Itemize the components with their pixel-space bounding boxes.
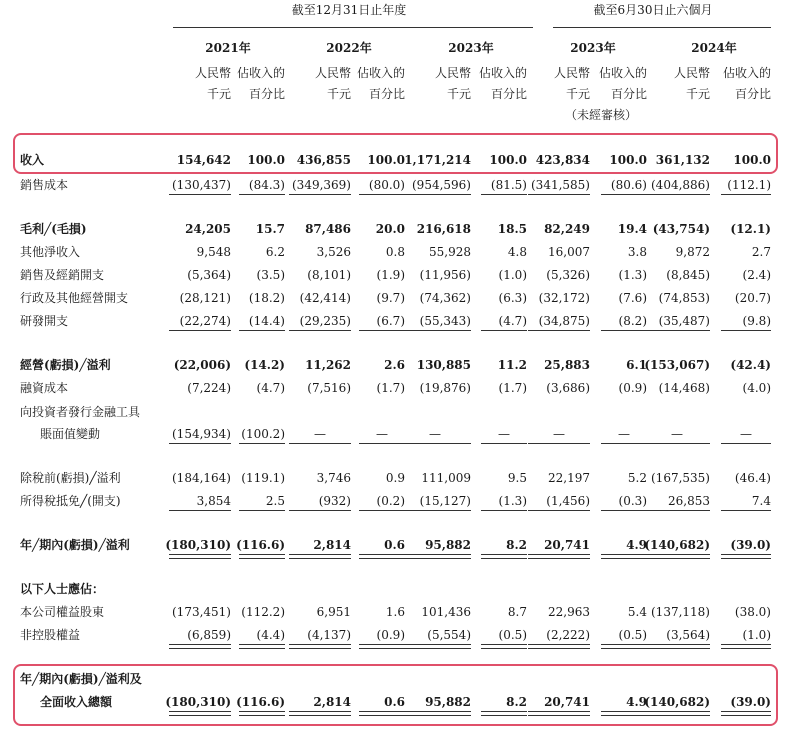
cell-operating-4: 130,885 [416,358,471,372]
cell-income_tax-8: 26,853 [668,494,710,508]
header-year-1: 2022年 [326,41,372,55]
cell-operating-8: (153,067) [644,358,710,372]
underline [601,330,647,331]
cell-pre_tax-1: (119.1) [241,471,285,485]
cell-equity_holders-4: 101,436 [421,605,471,619]
header-unit-line1-3: 佔收入的 [356,66,405,80]
cell-revenue-4: 1,171,214 [404,153,471,167]
cell-operating-7: 6.1 [626,358,647,372]
cell-gross_profit-1: 15.7 [255,222,285,236]
underline [644,194,710,195]
cell-revenue-0: 154,642 [176,153,231,167]
cell-nci-8: (3,564) [666,628,710,642]
cell-net-6: 20,741 [544,538,590,552]
cell-selling-6: (5,326) [546,268,590,282]
cell-total_ci-4: 95,882 [425,695,471,709]
header-unit-line1-1: 佔收入的 [236,66,285,80]
cell-equity_holders-1: (112.2) [241,605,285,619]
row-label-fin_instr: 向投資者發行金融工具 [20,405,141,419]
cell-nci-4: (5,554) [427,628,471,642]
cell-total_ci-0: (180,310) [165,695,231,709]
underline [721,510,771,511]
cell-admin-4: (74,362) [419,291,471,305]
cell-operating-6: 25,883 [544,358,590,372]
cell-fin_instr-5: — [498,427,510,441]
cell-nci-9: (1.0) [742,628,771,642]
cell-nci-6: (2,222) [546,628,590,642]
cell-net-5: 8.2 [506,538,527,552]
row-label-attributable: 以下人士應佔： [20,582,105,596]
double-underline [528,644,590,649]
header-unit-line2-0: 千元 [206,87,231,101]
cell-net-2: 2,814 [313,538,351,552]
cell-operating-1: (14.2) [244,358,285,372]
row-label2-fin_instr: 賬面值變動 [40,427,101,441]
cell-gross_profit-7: 19.4 [617,222,647,236]
cell-revenue-3: 100.0 [367,153,405,167]
cell-gross_profit-3: 20.0 [375,222,405,236]
header-year-2: 2023年 [448,41,494,55]
cell-revenue-8: 361,132 [655,153,710,167]
underline [721,194,771,195]
cell-pre_tax-0: (184,164) [172,471,231,485]
cell-other_income-5: 4.8 [507,245,527,259]
row-label-admin: 行政及其他經營開支 [20,291,129,305]
cell-selling-8: (8,845) [666,268,710,282]
cell-net-0: (180,310) [165,538,231,552]
cell-fin_instr-8: — [671,427,683,441]
cell-net-4: 95,882 [425,538,471,552]
underline [169,510,231,511]
cell-revenue-5: 100.0 [489,153,527,167]
row-label-operating: 經營(虧損)╱溢利 [20,358,111,372]
cell-admin-9: (20.7) [734,291,771,305]
double-underline [601,711,647,716]
header-unit-line1-2: 人民幣 [314,66,351,80]
double-underline [169,711,231,716]
header-group-year: 截至12月31日止年度 [291,3,407,17]
cell-equity_holders-3: 1.6 [385,605,405,619]
cell-rnd-5: (4.7) [498,314,527,328]
cell-fin_instr-9: — [740,427,752,441]
underline [289,443,351,444]
header-unit-line1-9: 佔收入的 [722,66,771,80]
cell-cost_of_sales-7: (80.6) [610,178,647,192]
underline [528,443,590,444]
cell-nci-7: (0.5) [618,628,647,642]
cell-nci-3: (0.9) [376,628,405,642]
cell-operating-3: 2.6 [384,358,405,372]
double-underline [528,711,590,716]
underline [399,510,471,511]
cell-rnd-0: (22,274) [179,314,231,328]
underline [601,194,647,195]
cell-nci-1: (4.4) [256,628,285,642]
cell-rnd-9: (9.8) [742,314,771,328]
row-label-finance_costs: 融資成本 [20,381,69,395]
cell-fin_instr-1: (100.2) [241,427,285,441]
double-underline [644,711,710,716]
underline [481,194,527,195]
cell-admin-8: (74,853) [658,291,710,305]
cell-gross_profit-0: 24,205 [185,222,231,236]
underline [644,330,710,331]
header-unit-line1-5: 佔收入的 [478,66,527,80]
header-year-0: 2021年 [205,41,251,55]
double-underline [601,554,647,559]
cell-pre_tax-7: 5.2 [627,471,647,485]
cell-nci-0: (6,859) [187,628,231,642]
row-label-selling: 銷售及經銷開支 [20,268,105,282]
cell-equity_holders-8: (137,118) [651,605,710,619]
cell-total_ci-5: 8.2 [506,695,527,709]
row-label2-total_ci: 全面收入總額 [40,695,113,709]
underline [644,443,710,444]
cell-income_tax-4: (15,127) [419,494,471,508]
cell-admin-2: (42,414) [299,291,351,305]
cell-fin_instr-6: — [553,427,565,441]
cell-gross_profit-6: 82,249 [544,222,590,236]
double-underline [601,644,647,649]
underline [644,510,710,511]
cell-other_income-8: 9,872 [675,245,710,259]
cell-selling-7: (1.3) [618,268,647,282]
cell-income_tax-0: 3,854 [196,494,231,508]
cell-cost_of_sales-6: (341,585) [531,178,590,192]
cell-income_tax-6: (1,456) [546,494,590,508]
cell-income_tax-5: (1.3) [498,494,527,508]
double-underline [481,644,527,649]
cell-total_ci-9: (39.0) [730,695,771,709]
cell-pre_tax-3: 0.9 [385,471,405,485]
cell-finance_costs-1: (4.7) [256,381,285,395]
cell-cost_of_sales-2: (349,369) [292,178,351,192]
cell-equity_holders-0: (173,451) [172,605,231,619]
cell-rnd-7: (8.2) [618,314,647,328]
cell-cost_of_sales-0: (130,437) [172,178,231,192]
underline [239,510,285,511]
underline [399,330,471,331]
header-unit-line2-6: 千元 [565,87,590,101]
cell-finance_costs-6: (3,686) [546,381,590,395]
double-underline [481,711,527,716]
double-underline [399,644,471,649]
cell-finance_costs-9: (4.0) [742,381,771,395]
row-label-other_income: 其他淨收入 [20,245,81,259]
cell-equity_holders-9: (38.0) [734,605,771,619]
cell-total_ci-6: 20,741 [544,695,590,709]
cell-other_income-2: 3,526 [316,245,351,259]
underline [169,330,231,331]
double-underline [721,644,771,649]
cell-fin_instr-0: (154,934) [172,427,231,441]
cell-admin-0: (28,121) [179,291,231,305]
underline [289,330,351,331]
header-unit-line1-4: 人民幣 [434,66,471,80]
row-label-gross_profit: 毛利╱(毛損) [20,222,87,236]
cell-finance_costs-7: (0.9) [618,381,647,395]
cell-revenue-9: 100.0 [733,153,771,167]
cell-net-1: (116.6) [236,538,285,552]
double-underline [169,644,231,649]
header-unit-line2-8: 千元 [685,87,710,101]
cell-selling-2: (8,101) [307,268,351,282]
underline [289,194,351,195]
cell-cost_of_sales-4: (954,596) [412,178,471,192]
row-label-rnd: 研發開支 [20,314,69,328]
cell-cost_of_sales-8: (404,886) [651,178,710,192]
header-year-3: 2023年 [570,41,616,55]
cell-other_income-9: 2.7 [751,245,771,259]
header-group-six-months: 截至6月30日止六個月 [593,3,713,17]
cell-total_ci-1: (116.6) [236,695,285,709]
cell-finance_costs-0: (7,224) [187,381,231,395]
cell-total_ci-3: 0.6 [384,695,405,709]
cell-operating-0: (22,006) [173,358,231,372]
underline [239,194,285,195]
cell-income_tax-1: 2.5 [265,494,285,508]
header-six-months-underline [553,27,771,28]
cell-income_tax-2: (932) [318,494,351,508]
cell-equity_holders-6: 22,963 [548,605,590,619]
cell-rnd-3: (6.7) [376,314,405,328]
cell-income_tax-9: 7.4 [751,494,771,508]
cell-rnd-2: (29,235) [299,314,351,328]
cell-operating-5: 11.2 [497,358,527,372]
cell-other_income-3: 0.8 [385,245,405,259]
cell-admin-5: (6.3) [498,291,527,305]
cell-fin_instr-4: — [429,427,441,441]
row-label-cost_of_sales: 銷售成本 [20,178,69,192]
underline [721,443,771,444]
row-label-income_tax: 所得稅抵免╱(開支) [20,494,121,508]
cell-nci-5: (0.5) [498,628,527,642]
underline [169,194,231,195]
header-unit-line2-4: 千元 [446,87,471,101]
double-underline [289,554,351,559]
cell-admin-6: (32,172) [538,291,590,305]
cell-pre_tax-8: (167,535) [651,471,710,485]
cell-revenue-1: 100.0 [247,153,285,167]
cell-revenue-6: 423,834 [535,153,590,167]
double-underline [528,554,590,559]
cell-net-9: (39.0) [730,538,771,552]
cell-rnd-1: (14.4) [248,314,285,328]
cell-fin_instr-3: — [376,427,388,441]
row-label-total_ci: 年╱期內(虧損)╱溢利及 [20,672,142,686]
header-unit-line2-1: 百分比 [248,87,285,101]
cell-nci-2: (4,137) [307,628,351,642]
cell-gross_profit-4: 216,618 [416,222,471,236]
cell-other_income-6: 16,007 [548,245,590,259]
cell-cost_of_sales-3: (80.0) [368,178,405,192]
cell-rnd-4: (55,343) [419,314,471,328]
cell-revenue-7: 100.0 [609,153,647,167]
underline [528,194,590,195]
double-underline [289,644,351,649]
double-underline [239,644,285,649]
double-underline [644,554,710,559]
cell-equity_holders-2: 6,951 [316,605,351,619]
cell-pre_tax-9: (46.4) [734,471,771,485]
row-label-equity_holders: 本公司權益股東 [20,605,105,619]
cell-gross_profit-2: 87,486 [305,222,351,236]
cell-finance_costs-5: (1.7) [498,381,527,395]
cell-fin_instr-2: — [314,427,326,441]
cell-operating-2: 11,262 [305,358,351,372]
underline [239,443,285,444]
double-underline [644,644,710,649]
cell-equity_holders-5: 8.7 [507,605,527,619]
cell-pre_tax-2: 3,746 [316,471,351,485]
cell-equity_holders-7: 5.4 [627,605,647,619]
cell-selling-0: (5,364) [187,268,231,282]
double-underline [721,711,771,716]
underline [481,330,527,331]
header-unaudited: （未經審核） [564,108,637,122]
cell-admin-3: (9.7) [376,291,405,305]
cell-total_ci-8: (140,682) [644,695,710,709]
cell-other_income-0: 9,548 [196,245,231,259]
cell-net-3: 0.6 [384,538,405,552]
cell-cost_of_sales-1: (84.3) [248,178,285,192]
cell-total_ci-2: 2,814 [313,695,351,709]
underline [601,510,647,511]
double-underline [399,711,471,716]
underline [528,330,590,331]
header-unit-line1-0: 人民幣 [194,66,231,80]
double-underline [289,711,351,716]
underline [239,330,285,331]
cell-fin_instr-7: — [618,427,630,441]
cell-gross_profit-9: (12.1) [730,222,771,236]
underline [169,443,231,444]
cell-other_income-4: 55,928 [429,245,471,259]
double-underline [239,711,285,716]
cell-rnd-8: (35,487) [658,314,710,328]
double-underline [239,554,285,559]
underline [289,510,351,511]
header-unit-line2-9: 百分比 [734,87,771,101]
cell-selling-9: (2.4) [742,268,771,282]
underline [399,443,471,444]
cell-gross_profit-5: 18.5 [497,222,527,236]
cell-other_income-7: 3.8 [627,245,647,259]
header-unit-line1-7: 佔收入的 [598,66,647,80]
header-unit-line2-7: 百分比 [610,87,647,101]
cell-selling-3: (1.9) [376,268,405,282]
header-year-underline [173,27,533,28]
cell-admin-7: (7.6) [618,291,647,305]
cell-finance_costs-4: (19,876) [419,381,471,395]
cell-cost_of_sales-9: (112.1) [727,178,771,192]
header-year-4: 2024年 [691,41,737,55]
row-label-revenue: 收入 [20,153,45,167]
underline [528,510,590,511]
underline [481,443,527,444]
double-underline [721,554,771,559]
header-unit-line1-8: 人民幣 [673,66,710,80]
row-label-net: 年╱期內(虧損)╱溢利 [20,538,130,552]
underline [399,194,471,195]
cell-income_tax-3: (0.2) [376,494,405,508]
cell-pre_tax-5: 9.5 [507,471,527,485]
cell-finance_costs-2: (7,516) [307,381,351,395]
cell-other_income-1: 6.2 [265,245,285,259]
row-label-pre_tax: 除稅前(虧損)╱溢利 [20,471,121,485]
cell-net-8: (140,682) [644,538,710,552]
header-unit-line1-6: 人民幣 [553,66,590,80]
cell-rnd-6: (34,875) [538,314,590,328]
underline [721,330,771,331]
header-unit-line2-2: 千元 [326,87,351,101]
row-label-nci: 非控股權益 [20,628,81,642]
cell-finance_costs-3: (1.7) [376,381,405,395]
cell-gross_profit-8: (43,754) [652,222,710,236]
double-underline [169,554,231,559]
cell-admin-1: (18.2) [248,291,285,305]
double-underline [399,554,471,559]
cell-pre_tax-6: 22,197 [548,471,590,485]
header-unit-line2-3: 百分比 [368,87,405,101]
cell-income_tax-7: (0.3) [618,494,647,508]
cell-total_ci-7: 4.9 [626,695,647,709]
cell-selling-1: (3.5) [256,268,285,282]
cell-operating-9: (42.4) [730,358,771,372]
cell-pre_tax-4: 111,009 [421,471,471,485]
header-unit-line2-5: 百分比 [490,87,527,101]
cell-selling-5: (1.0) [498,268,527,282]
cell-selling-4: (11,956) [419,268,471,282]
cell-finance_costs-8: (14,468) [658,381,710,395]
cell-cost_of_sales-5: (81.5) [490,178,527,192]
cell-revenue-2: 436,855 [296,153,351,167]
underline [481,510,527,511]
cell-net-7: 4.9 [626,538,647,552]
double-underline [481,554,527,559]
underline [601,443,647,444]
